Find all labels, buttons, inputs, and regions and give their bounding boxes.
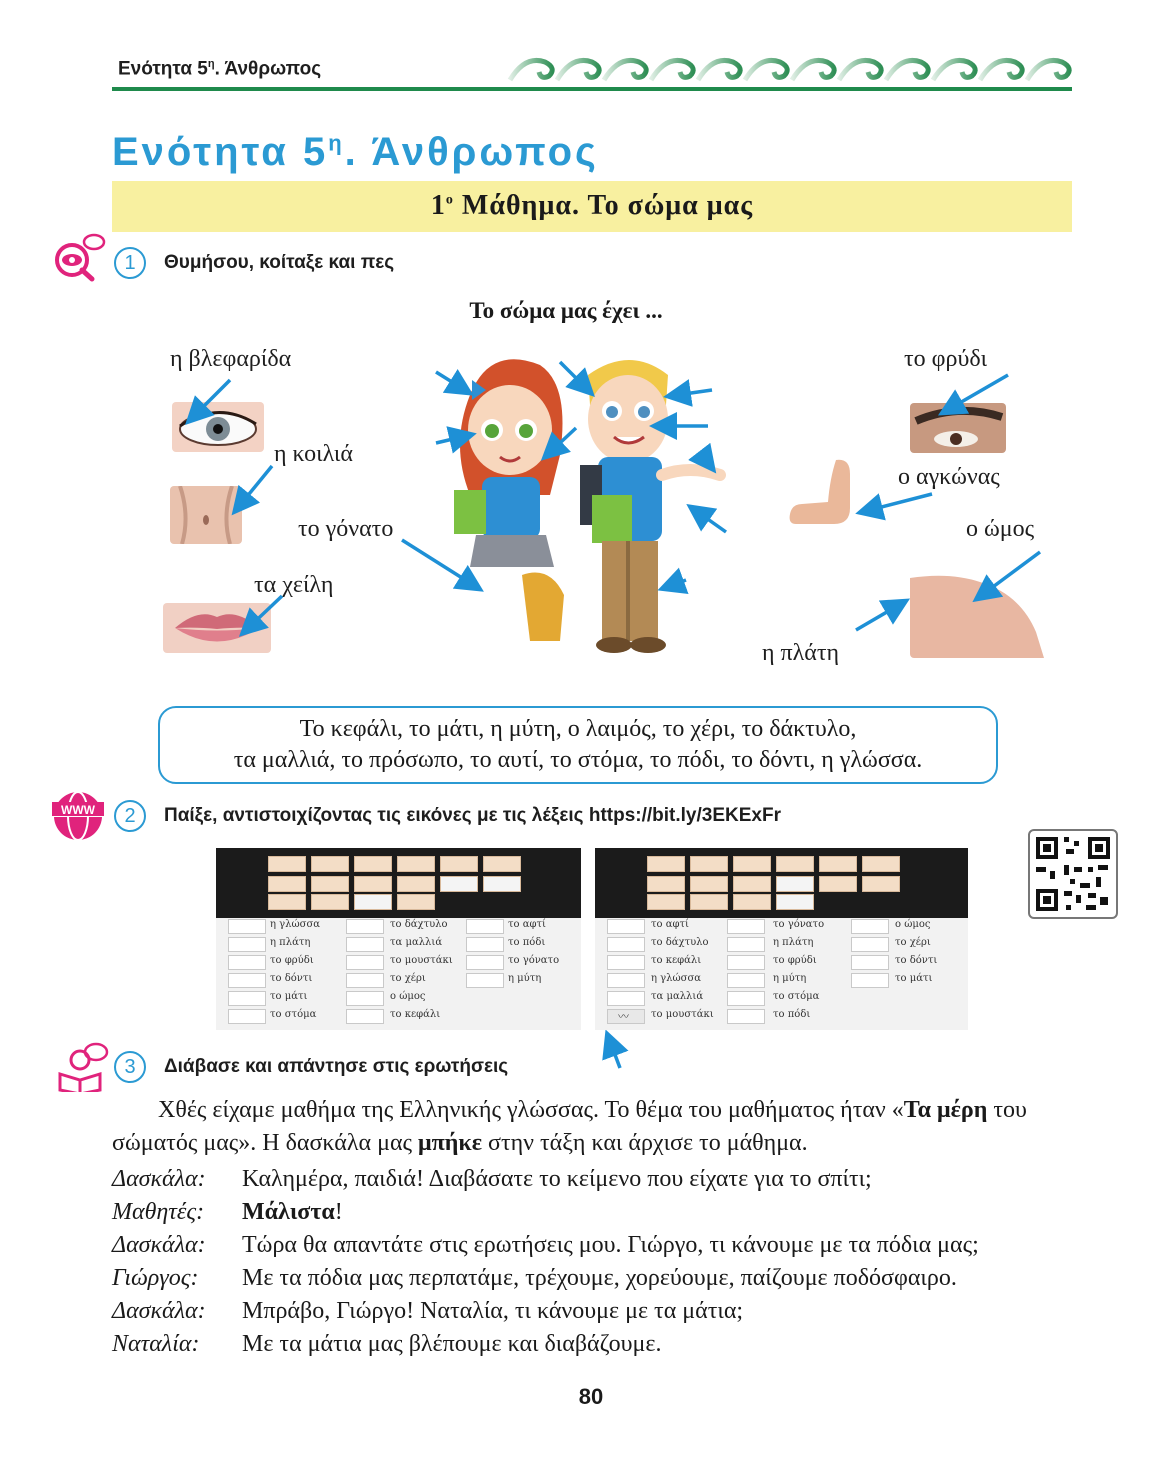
dialogue: [112, 1163, 1082, 1361]
picture-tile[interactable]: [354, 876, 392, 892]
label-belly: η κοιλιά: [274, 441, 353, 467]
picture-tile[interactable]: [690, 856, 728, 872]
picture-tile[interactable]: [862, 856, 900, 872]
svg-text:WWW: WWW: [61, 803, 95, 817]
picture-tile[interactable]: [354, 894, 392, 910]
picture-tile[interactable]: [268, 856, 306, 872]
qr-code-icon[interactable]: [1028, 829, 1118, 919]
task-1-title: Θυμήσου, κοίταξε και πες: [164, 252, 395, 273]
word-cell: το γόνατο: [508, 955, 560, 966]
picture-tile[interactable]: [776, 856, 814, 872]
picture-tile[interactable]: [862, 876, 900, 892]
word-cell: η γλώσσα: [651, 973, 702, 984]
word-cell: η μύτη: [773, 973, 807, 984]
word-cell: το στόμα: [773, 991, 820, 1002]
dialogue-line: Δασκάλα: Τώρα θα απαντάτε στις ερωτήσεις μου. Γιώργο, τι κάνουμε με τα πόδια μας;: [112, 1232, 979, 1258]
body-subtitle: Το σώμα μας έχει ...: [469, 298, 663, 323]
word-cell: το πόδι: [773, 1009, 811, 1020]
picture-tile[interactable]: [776, 894, 814, 910]
answer-slot[interactable]: [346, 991, 384, 1006]
answer-slot[interactable]: [727, 973, 765, 988]
running-header: Ενότητα $5^\eta$. Άνθρωπος: [118, 58, 322, 80]
page-number: 80: [578, 1384, 604, 1409]
answer-slot[interactable]: [346, 937, 384, 952]
picture-tiles-row-2: [647, 876, 900, 892]
answer-slot[interactable]: [851, 919, 889, 934]
answer-slot[interactable]: [346, 973, 384, 988]
game-screenshot-2: [595, 848, 968, 1030]
answer-slot[interactable]: [228, 973, 266, 988]
task-3-title: Διάβασε και απάντησε στις ερωτήσεις: [164, 1056, 509, 1077]
word-cell: το μουστάκι: [390, 955, 453, 966]
picture-tile[interactable]: [354, 856, 392, 872]
picture-tiles-row-1: [268, 856, 521, 872]
dialogue-line: Μαθητές: Μάλιστα!: [112, 1199, 343, 1225]
label-shoulder: ο ώμος: [966, 516, 1035, 542]
answer-slot[interactable]: [727, 919, 765, 934]
task-number-3: 3: [114, 1051, 146, 1083]
picture-tile[interactable]: [647, 894, 685, 910]
picture-tile[interactable]: [647, 856, 685, 872]
word-cell: ο ώμος: [390, 991, 426, 1002]
word-cell: το μάτι: [895, 973, 933, 984]
word-cell: το χέρι: [895, 937, 931, 948]
answer-slot[interactable]: [466, 937, 504, 952]
picture-tile[interactable]: [483, 876, 521, 892]
label-eyelash: η βλεφαρίδα: [170, 346, 292, 372]
picture-tile[interactable]: [311, 894, 349, 910]
word-cell: το κεφάλι: [390, 1009, 441, 1020]
word-box-line-1: Το κεφάλι, το μάτι, η μύτη, ο λαιμός, το χέρι, το δάκτυλο,: [299, 716, 857, 742]
answer-slot[interactable]: [727, 937, 765, 952]
picture-tile[interactable]: [733, 856, 771, 872]
answer-slot[interactable]: [228, 991, 266, 1006]
label-knee: το γόνατο: [298, 516, 394, 542]
picture-tile[interactable]: [311, 856, 349, 872]
word-cell: το κεφάλι: [651, 955, 702, 966]
word-cell: το δόντι: [895, 955, 938, 966]
answer-slot[interactable]: [607, 991, 645, 1006]
answer-slot[interactable]: [346, 955, 384, 970]
word-box-line-2: τα μαλλιά, το πρόσωπο, το αυτί, το στόμα, το πόδι, το δόντι, η γλώσσα.: [233, 747, 923, 773]
answer-slot[interactable]: [466, 955, 504, 970]
task-2-title[interactable]: Παίξε, αντιστοιχίζοντας τις εικόνες με τις λέξεις https://bit.ly/3EKExFr: [164, 805, 781, 826]
picture-tiles-row-1: [647, 856, 900, 872]
picture-tile[interactable]: [690, 876, 728, 892]
picture-tile[interactable]: [440, 856, 478, 872]
word-cell: η γλώσσα: [270, 919, 321, 930]
word-cell: η μύτη: [508, 973, 542, 984]
game-screenshot-1: [216, 848, 581, 1030]
answer-slot[interactable]: [607, 937, 645, 952]
reading-child-icon: [54, 1040, 110, 1092]
word-cell: τα μαλλιά: [390, 937, 443, 948]
label-back: η πλάτη: [762, 640, 840, 666]
answer-slot[interactable]: [607, 973, 645, 988]
task-number-1: 1: [114, 247, 146, 279]
word-cell: το γόνατο: [773, 919, 825, 930]
picture-tile[interactable]: [397, 876, 435, 892]
picture-tile[interactable]: [733, 876, 771, 892]
answer-slot[interactable]: [466, 973, 504, 988]
word-cell: το δόντι: [270, 973, 313, 984]
answer-slot[interactable]: [851, 955, 889, 970]
answer-slot[interactable]: [228, 937, 266, 952]
picture-tile[interactable]: [819, 856, 857, 872]
body-parts-word-box: [158, 706, 998, 784]
word-cell: το μουστάκι: [651, 1009, 714, 1020]
word-cell: το φρύδι: [773, 955, 817, 966]
word-cell: η πλάτη: [773, 937, 814, 948]
globe-www-icon[interactable]: [50, 790, 106, 842]
word-cell: η πλάτη: [270, 937, 311, 948]
answer-slot[interactable]: [228, 919, 266, 934]
dialogue-line: Ναταλία: Με τα μάτια μας βλέπουμε και διαβάζουμε.: [112, 1331, 662, 1357]
answer-slot[interactable]: [346, 919, 384, 934]
answer-slot[interactable]: [228, 955, 266, 970]
word-cell: το χέρι: [390, 973, 426, 984]
picture-tile[interactable]: [311, 876, 349, 892]
answer-slot[interactable]: [607, 919, 645, 934]
picture-tile[interactable]: [268, 876, 306, 892]
picture-tile[interactable]: [733, 894, 771, 910]
picture-tiles-row-3: [647, 894, 814, 910]
answer-slot[interactable]: [727, 955, 765, 970]
word-cell: το αφτί: [651, 919, 689, 930]
picture-tile[interactable]: [397, 856, 435, 872]
picture-tile[interactable]: [690, 894, 728, 910]
reading-intro: Χθές είχαμε μαθήμα της Ελληνικής γλώσσας. Το θέμα του μαθήματος ήταν «Τα μέρη του σώματός μας». Η δασκάλα μας μπήκε στην τάξη και άρχισε το μάθημα.: [112, 1097, 1027, 1156]
word-cell: το φρύδι: [270, 955, 314, 966]
picture-tile[interactable]: [819, 876, 857, 892]
matching-table: [216, 918, 581, 1030]
dialogue-line: Δασκάλα: Καλημέρα, παιδιά! Διαβάσατε το κείμενο που είχατε για το σπίτι;: [112, 1166, 872, 1192]
picture-tile[interactable]: [483, 856, 521, 872]
answer-slot-filled[interactable]: [607, 1009, 645, 1024]
word-cell: ο ώμος: [895, 919, 931, 930]
answer-slot[interactable]: [727, 991, 765, 1006]
answer-slot[interactable]: [346, 1009, 384, 1024]
picture-tile[interactable]: [440, 876, 478, 892]
picture-tile[interactable]: [268, 894, 306, 910]
answer-slot[interactable]: [607, 955, 645, 970]
matching-table: [595, 918, 968, 1030]
word-cell: το αφτί: [508, 919, 546, 930]
answer-slot[interactable]: [851, 937, 889, 952]
answer-slot[interactable]: [727, 1009, 765, 1024]
picture-tiles-row-3: [268, 894, 435, 910]
answer-slot[interactable]: [466, 919, 504, 934]
label-eyebrow: το φρύδι: [904, 346, 988, 372]
label-elbow: ο αγκώνας: [898, 464, 1000, 490]
word-cell: το πόδι: [508, 937, 546, 948]
mustache-icon: 〰: [618, 1010, 629, 1023]
picture-tiles-row-2: [268, 876, 521, 892]
word-cell: το στόμα: [270, 1009, 317, 1020]
dialogue-line: Γιώργος: Με τα πόδια μας περπατάμε, τρέχουμε, χορεύουμε, παίζουμε ποδόσφαιρο.: [112, 1265, 957, 1291]
picture-tile[interactable]: [397, 894, 435, 910]
dialogue-line: Δασκάλα: Μπράβο, Γιώργο! Ναταλία, τι κάνουμε με τα μάτια;: [112, 1298, 744, 1324]
word-cell: τα μαλλιά: [651, 991, 704, 1002]
picture-tile[interactable]: [647, 876, 685, 892]
word-cell: το δάχτυλο: [390, 919, 448, 930]
word-cell: το δάχτυλο: [651, 937, 709, 948]
answer-slot[interactable]: [851, 973, 889, 988]
label-lips: τα χείλη: [254, 572, 334, 598]
picture-tile[interactable]: [776, 876, 814, 892]
task-number-2: 2: [114, 800, 146, 832]
unit-title: Ενότητα $5^\eta$. Άνθρωπος: [112, 130, 599, 174]
lesson-title: $1^o$ Μάθημα. Το σώμα μας: [430, 190, 754, 221]
word-cell: το μάτι: [270, 991, 308, 1002]
answer-slot[interactable]: [228, 1009, 266, 1024]
